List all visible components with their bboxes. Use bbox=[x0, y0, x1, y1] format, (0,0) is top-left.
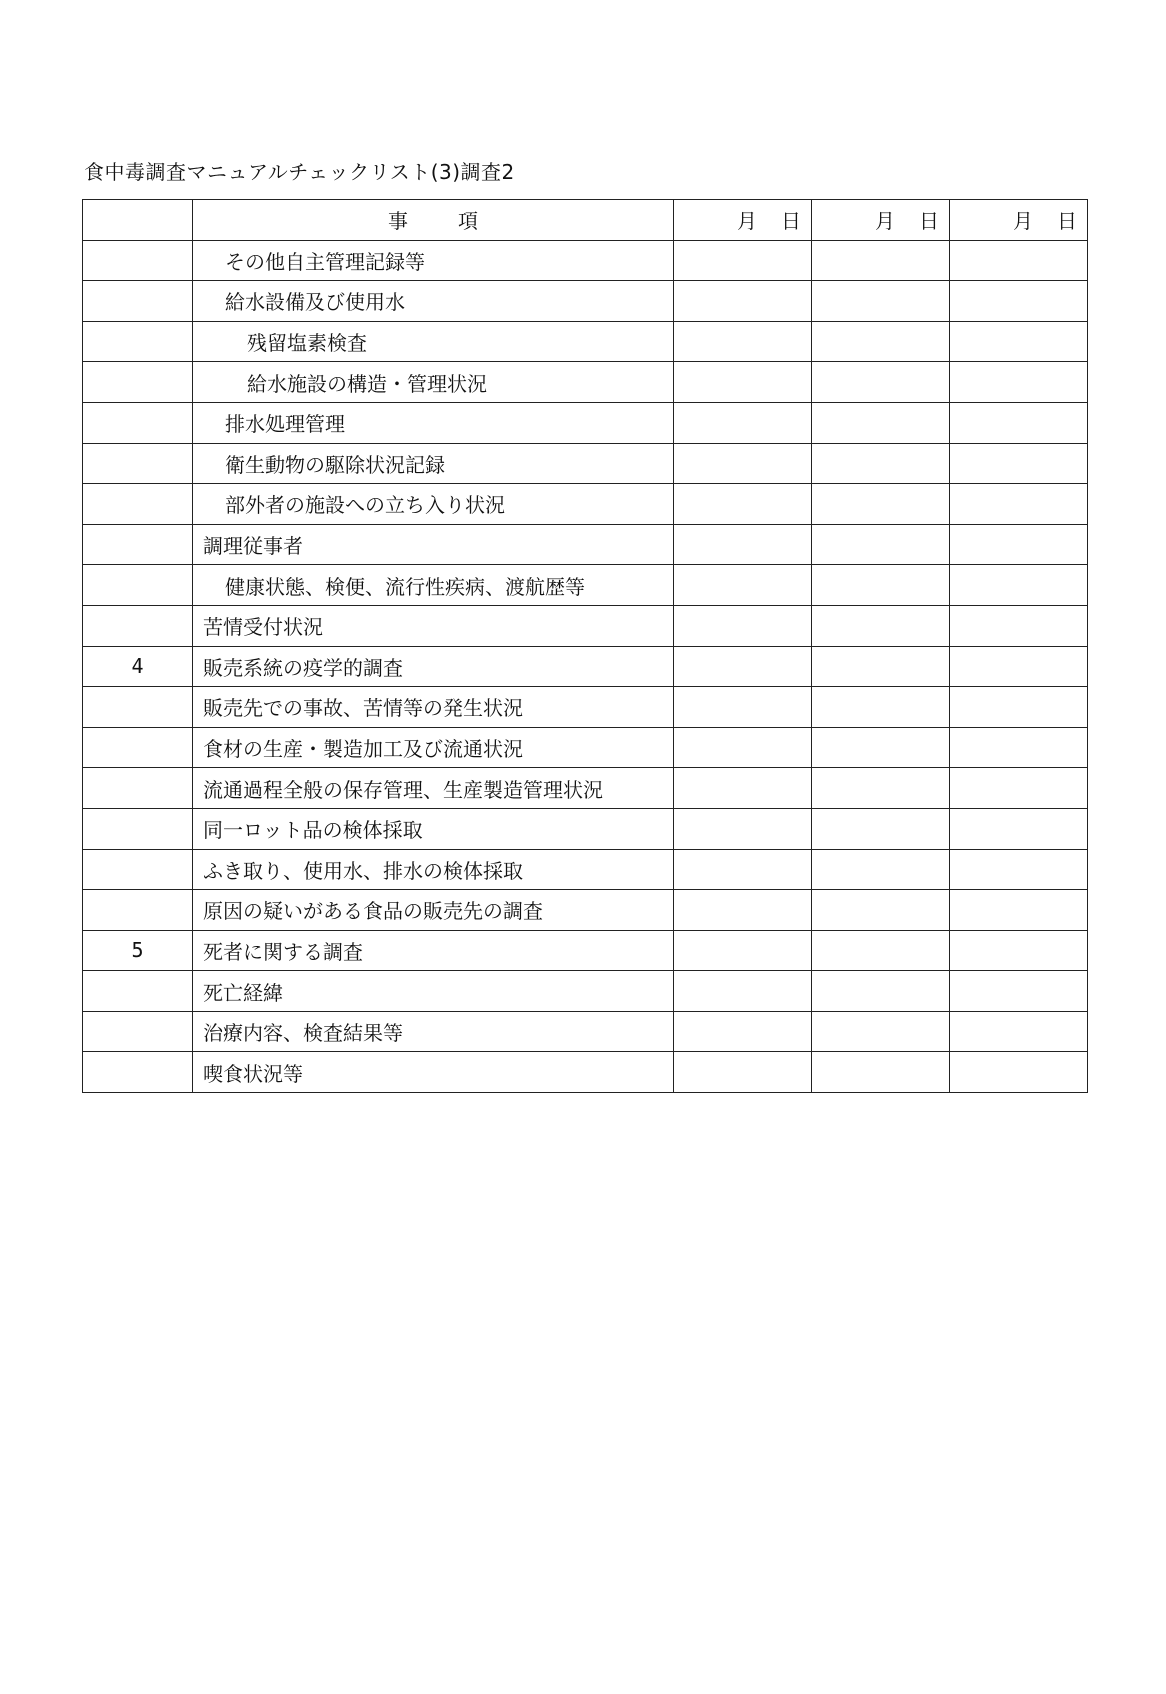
row-date-cell-1[interactable] bbox=[674, 321, 812, 362]
row-date-cell-2[interactable] bbox=[812, 524, 950, 565]
row-date-cell-1[interactable] bbox=[674, 605, 812, 646]
row-date-cell-1[interactable] bbox=[674, 565, 812, 606]
row-date-cell-1[interactable] bbox=[674, 524, 812, 565]
row-date-cell-3[interactable] bbox=[950, 890, 1088, 931]
row-item-cell: 給水設備及び使用水 bbox=[193, 281, 674, 322]
table-row bbox=[83, 1011, 1088, 1052]
row-number-cell bbox=[83, 402, 193, 443]
table-row bbox=[83, 605, 1088, 646]
row-date-cell-2[interactable] bbox=[812, 443, 950, 484]
row-number-cell bbox=[83, 1011, 193, 1052]
row-number-cell bbox=[83, 240, 193, 281]
row-number-cell bbox=[83, 808, 193, 849]
header-date-cell-3 bbox=[950, 200, 1088, 241]
table-row bbox=[83, 443, 1088, 484]
row-date-cell-1[interactable] bbox=[674, 687, 812, 728]
row-date-cell-2[interactable] bbox=[812, 971, 950, 1012]
row-number-cell: 4 bbox=[83, 646, 193, 687]
row-item-cell: 給水施設の構造・管理状況 bbox=[193, 362, 674, 403]
row-date-cell-3[interactable] bbox=[950, 687, 1088, 728]
row-date-cell-2[interactable] bbox=[812, 1052, 950, 1093]
row-date-cell-1[interactable] bbox=[674, 646, 812, 687]
table-row bbox=[83, 524, 1088, 565]
row-date-cell-3[interactable] bbox=[950, 362, 1088, 403]
header-date-cell-1 bbox=[674, 200, 812, 241]
row-item-cell: 販売先での事故、苦情等の発生状況 bbox=[193, 687, 674, 728]
row-item-cell: 死者に関する調査 bbox=[193, 930, 674, 971]
table-row bbox=[83, 727, 1088, 768]
row-item-cell: 死亡経緯 bbox=[193, 971, 674, 1012]
table-row bbox=[83, 687, 1088, 728]
header-month-label: 月 bbox=[737, 209, 757, 234]
row-date-cell-1[interactable] bbox=[674, 971, 812, 1012]
row-date-cell-3[interactable] bbox=[950, 281, 1088, 322]
table-row bbox=[83, 1052, 1088, 1093]
row-date-cell-2[interactable] bbox=[812, 1011, 950, 1052]
row-date-cell-1[interactable] bbox=[674, 281, 812, 322]
row-date-cell-2[interactable] bbox=[812, 727, 950, 768]
table-row bbox=[83, 768, 1088, 809]
row-date-cell-3[interactable] bbox=[950, 443, 1088, 484]
header-month-label: 月 bbox=[875, 209, 895, 234]
row-date-cell-2[interactable] bbox=[812, 402, 950, 443]
row-date-cell-3[interactable] bbox=[950, 768, 1088, 809]
row-item-cell: ふき取り、使用水、排水の検体採取 bbox=[193, 849, 674, 890]
table-row bbox=[83, 321, 1088, 362]
row-date-cell-2[interactable] bbox=[812, 362, 950, 403]
table-row bbox=[83, 565, 1088, 606]
table-row bbox=[83, 362, 1088, 403]
row-date-cell-3[interactable] bbox=[950, 605, 1088, 646]
table-header-row bbox=[83, 200, 1088, 241]
row-number-cell: 5 bbox=[83, 930, 193, 971]
table-row bbox=[83, 849, 1088, 890]
row-number-cell bbox=[83, 605, 193, 646]
header-item-char-b: 項 bbox=[458, 209, 478, 234]
table-row bbox=[83, 646, 1088, 687]
row-date-cell-3[interactable] bbox=[950, 240, 1088, 281]
row-date-cell-3[interactable] bbox=[950, 646, 1088, 687]
row-item-cell: 喫食状況等 bbox=[193, 1052, 674, 1093]
row-date-cell-2[interactable] bbox=[812, 484, 950, 525]
header-day-label: 日 bbox=[781, 209, 801, 234]
row-number-cell bbox=[83, 849, 193, 890]
row-date-cell-3[interactable] bbox=[950, 849, 1088, 890]
row-item-cell: その他自主管理記録等 bbox=[193, 240, 674, 281]
row-date-cell-2[interactable] bbox=[812, 281, 950, 322]
table-row bbox=[83, 281, 1088, 322]
row-date-cell-3[interactable] bbox=[950, 727, 1088, 768]
row-date-cell-3[interactable] bbox=[950, 930, 1088, 971]
header-number-cell bbox=[83, 200, 193, 241]
row-date-cell-1[interactable] bbox=[674, 768, 812, 809]
row-item-cell: 衛生動物の駆除状況記録 bbox=[193, 443, 674, 484]
row-number-cell bbox=[83, 687, 193, 728]
row-item-cell: 排水処理管理 bbox=[193, 402, 674, 443]
row-date-cell-1[interactable] bbox=[674, 727, 812, 768]
row-date-cell-2[interactable] bbox=[812, 240, 950, 281]
row-date-cell-3[interactable] bbox=[950, 524, 1088, 565]
row-date-cell-2[interactable] bbox=[812, 565, 950, 606]
table-row bbox=[83, 971, 1088, 1012]
row-date-cell-2[interactable] bbox=[812, 321, 950, 362]
row-date-cell-1[interactable] bbox=[674, 1052, 812, 1093]
row-date-cell-1[interactable] bbox=[674, 240, 812, 281]
header-month-label: 月 bbox=[1013, 209, 1033, 234]
row-number-cell bbox=[83, 768, 193, 809]
row-number-cell bbox=[83, 484, 193, 525]
header-day-label: 日 bbox=[1057, 209, 1077, 234]
row-date-cell-1[interactable] bbox=[674, 808, 812, 849]
row-date-cell-2[interactable] bbox=[812, 768, 950, 809]
table-row bbox=[83, 402, 1088, 443]
row-date-cell-2[interactable] bbox=[812, 808, 950, 849]
row-item-cell: 販売系統の疫学的調査 bbox=[193, 646, 674, 687]
table-row bbox=[83, 890, 1088, 931]
row-item-cell: 流通過程全般の保存管理、生産製造管理状況 bbox=[193, 768, 674, 809]
row-date-cell-1[interactable] bbox=[674, 890, 812, 931]
row-date-cell-3[interactable] bbox=[950, 1052, 1088, 1093]
row-number-cell bbox=[83, 443, 193, 484]
row-item-cell: 同一ロット品の検体採取 bbox=[193, 808, 674, 849]
table-row bbox=[83, 484, 1088, 525]
row-item-cell: 食材の生産・製造加工及び流通状況 bbox=[193, 727, 674, 768]
row-date-cell-1[interactable] bbox=[674, 362, 812, 403]
table-row bbox=[83, 240, 1088, 281]
row-date-cell-3[interactable] bbox=[950, 484, 1088, 525]
row-item-cell: 残留塩素検査 bbox=[193, 321, 674, 362]
row-number-cell bbox=[83, 281, 193, 322]
document-title: 食中毒調査マニュアルチェックリスト(3)調査2 bbox=[84, 160, 515, 184]
table-row bbox=[83, 930, 1088, 971]
row-date-cell-2[interactable] bbox=[812, 890, 950, 931]
row-date-cell-1[interactable] bbox=[674, 443, 812, 484]
row-date-cell-3[interactable] bbox=[950, 971, 1088, 1012]
row-date-cell-3[interactable] bbox=[950, 565, 1088, 606]
row-date-cell-3[interactable] bbox=[950, 402, 1088, 443]
row-number-cell bbox=[83, 524, 193, 565]
row-date-cell-3[interactable] bbox=[950, 321, 1088, 362]
row-date-cell-3[interactable] bbox=[950, 1011, 1088, 1052]
row-item-cell: 健康状態、検便、流行性疾病、渡航歴等 bbox=[193, 565, 674, 606]
header-date-cell-2 bbox=[812, 200, 950, 241]
row-date-cell-2[interactable] bbox=[812, 605, 950, 646]
row-item-cell: 苦情受付状況 bbox=[193, 605, 674, 646]
row-date-cell-2[interactable] bbox=[812, 930, 950, 971]
row-date-cell-1[interactable] bbox=[674, 402, 812, 443]
row-item-cell: 治療内容、検査結果等 bbox=[193, 1011, 674, 1052]
row-number-cell bbox=[83, 1052, 193, 1093]
row-date-cell-1[interactable] bbox=[674, 1011, 812, 1052]
row-date-cell-2[interactable] bbox=[812, 687, 950, 728]
row-date-cell-3[interactable] bbox=[950, 808, 1088, 849]
row-date-cell-1[interactable] bbox=[674, 484, 812, 525]
row-number-cell bbox=[83, 321, 193, 362]
checklist-body bbox=[83, 240, 1088, 1092]
row-item-cell: 調理従事者 bbox=[193, 524, 674, 565]
header-item-cell bbox=[193, 200, 674, 241]
row-date-cell-2[interactable] bbox=[812, 646, 950, 687]
row-item-cell: 部外者の施設への立ち入り状況 bbox=[193, 484, 674, 525]
header-item-char-a: 事 bbox=[388, 209, 408, 234]
row-number-cell bbox=[83, 362, 193, 403]
checklist-table bbox=[82, 199, 1088, 1093]
row-date-cell-1[interactable] bbox=[674, 930, 812, 971]
row-item-cell: 原因の疑いがある食品の販売先の調査 bbox=[193, 890, 674, 931]
header-day-label: 日 bbox=[919, 209, 939, 234]
row-date-cell-1[interactable] bbox=[674, 849, 812, 890]
row-date-cell-2[interactable] bbox=[812, 849, 950, 890]
row-number-cell bbox=[83, 971, 193, 1012]
row-number-cell bbox=[83, 565, 193, 606]
table-row bbox=[83, 808, 1088, 849]
row-number-cell bbox=[83, 890, 193, 931]
row-number-cell bbox=[83, 727, 193, 768]
